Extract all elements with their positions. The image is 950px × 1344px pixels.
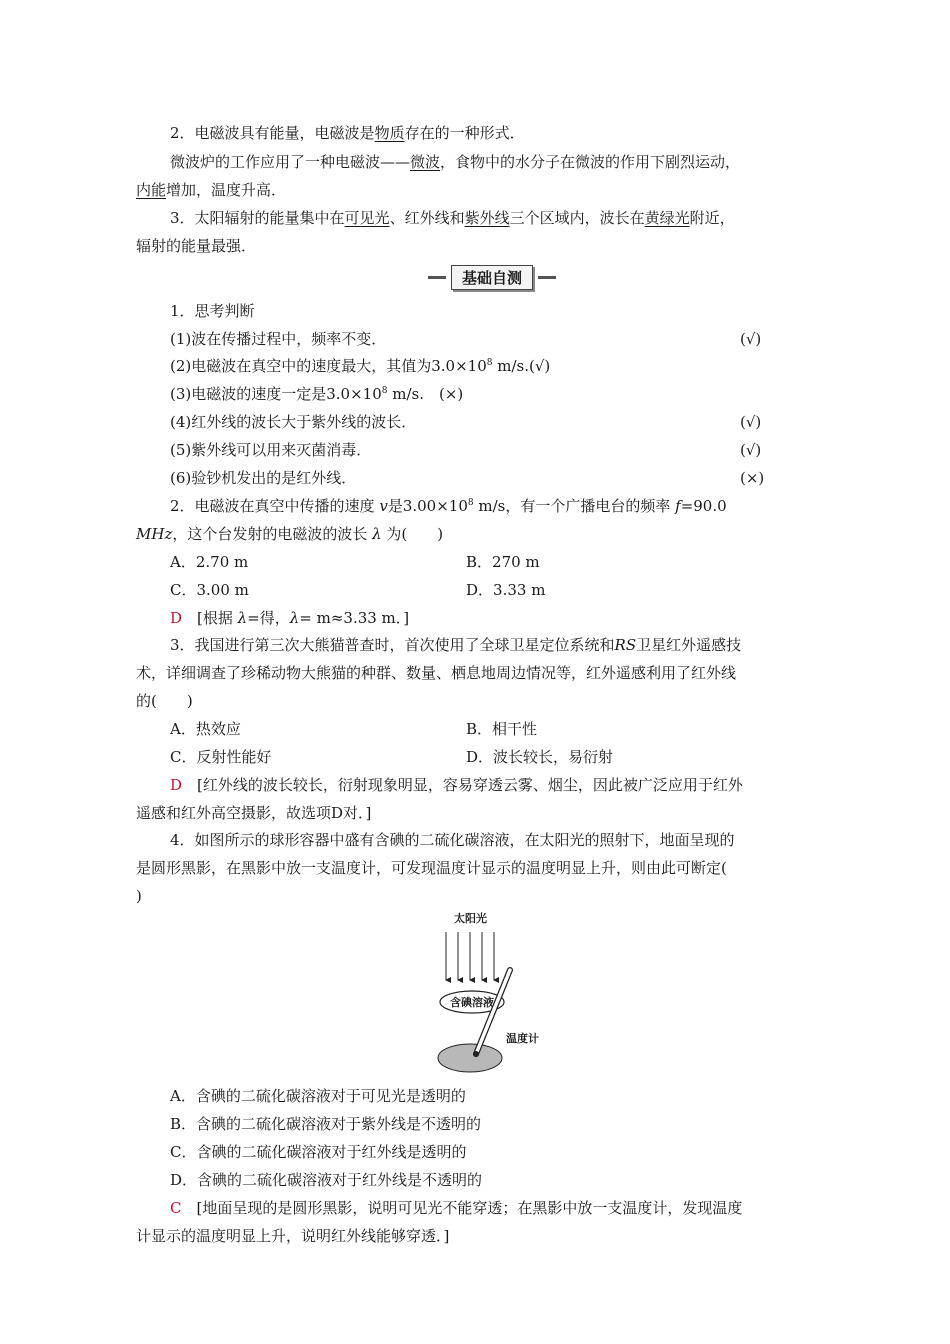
text: [根据 — [182, 609, 238, 627]
symbol: λ — [237, 609, 248, 627]
q4-option-c: C．含碘的二硫化碳溶液对于红外线是透明的 — [170, 1143, 467, 1161]
intro-p2-line3 — [136, 179, 816, 201]
text: 是3.00×10 — [387, 497, 468, 515]
symbol: f — [675, 497, 681, 515]
answer-letter: D — [170, 609, 183, 627]
text: [红外线的波长较长，衍射现象明显，容易穿透云雾、烟尘，因此被广泛应用于红外 — [182, 776, 743, 794]
q4-answer-line2: 计显示的温度明显上升，说明红外线能够穿透．] — [136, 1227, 450, 1245]
thermometer — [473, 970, 510, 1057]
q2-option-b: B．270 m — [466, 553, 540, 571]
text: = m≈3.33 m．] — [299, 609, 410, 627]
light-rays — [446, 932, 494, 980]
text: 微波炉的工作应用了一种电磁波—— — [170, 153, 411, 171]
text: 为( ) — [381, 525, 444, 543]
exponent: 8 — [467, 498, 474, 508]
text: m/s，有一个广播电台的频率 — [473, 497, 676, 515]
text: m/s. (×) — [387, 385, 464, 403]
text: [地面呈现的是圆形黑影，说明可见光不能穿透；在黑影中放一支温度计，发现温度 — [181, 1199, 743, 1217]
symbol: λ — [372, 525, 382, 543]
symbol: RS — [614, 636, 637, 654]
text: 卫星红外遥感技 — [636, 636, 742, 654]
underlined-term: 内能 — [136, 181, 167, 199]
symbol: λ — [289, 609, 300, 627]
q4-line2: 是圆形黑影，在黑影中放一支温度计，可发现温度计显示的温度明显上升，则由此可断定( — [136, 859, 727, 877]
text: ，这个台发射的电磁波的波长 — [172, 525, 373, 543]
text: =得， — [247, 609, 290, 627]
q3-option-d: D．波长较长，易衍射 — [466, 748, 614, 766]
text: 附近， — [689, 209, 735, 227]
q2-line2 — [136, 523, 816, 545]
text: 3．我国进行第三次大熊猫普查时，首次使用了全球卫星定位系统和 — [170, 636, 615, 654]
intro-p3-line1 — [170, 207, 816, 229]
unit: MHz — [136, 525, 173, 543]
underlined-term: 黄绿光 — [644, 209, 690, 227]
q3-line2: 术，详细调查了珍稀动物大熊猫的种群、数量、栖息地周边情况等，红外遥感利用了红外线 — [136, 664, 737, 682]
q1-mark-6: (×) — [740, 469, 765, 487]
intro-p3-line2 — [136, 235, 816, 257]
intro-p2-line1 — [170, 122, 816, 144]
q4-line3: ) — [136, 887, 142, 905]
q1-statement-1: (1)波在传播过程中，频率不变． — [170, 330, 387, 348]
sunlight-figure — [430, 908, 560, 1078]
text: 、红外线和 — [389, 209, 465, 227]
text: 2．电磁波在真空中传播的速度 — [170, 497, 380, 515]
q1-statement-3 — [170, 383, 816, 405]
text: 电磁波具有能量，电磁波是 — [194, 124, 375, 142]
exponent: 8 — [486, 358, 493, 368]
exponent: 8 — [381, 386, 388, 396]
intro-p2-line2 — [170, 151, 816, 173]
q3-line1 — [170, 634, 816, 656]
answer-letter: D — [170, 776, 183, 794]
q1-title: 1．思考判断 — [170, 302, 255, 320]
thermometer-label: 温度计 — [506, 1032, 539, 1045]
q2-option-c: C．3.00 m — [170, 581, 249, 599]
q2-option-a: A．2.70 m — [170, 553, 249, 571]
text: 3．太阳辐射的能量集中在 — [170, 209, 345, 227]
q3-line3: 的( ) — [136, 692, 193, 710]
text: =90.0 — [680, 497, 727, 515]
q4-option-a: A．含碘的二硫化碳溶液对于可见光是透明的 — [170, 1087, 466, 1105]
text: (2)电磁波在真空中的速度最大，其值为3.0×10 — [170, 357, 487, 375]
text: 2． — [170, 124, 195, 142]
q2-answer — [170, 607, 816, 629]
q1-mark-5: (√) — [740, 441, 762, 459]
q3-answer-line2: 遥感和红外高空摄影，故选项D对．] — [136, 804, 372, 822]
decor-bar — [538, 276, 556, 279]
underlined-term: 紫外线 — [464, 209, 510, 227]
q1-mark-1: (√) — [740, 330, 762, 348]
symbol: v — [379, 497, 388, 515]
q1-statement-2 — [170, 355, 816, 377]
q1-statement-5: (5)紫外线可以用来灭菌消毒． — [170, 441, 372, 459]
underlined-term: 微波 — [410, 153, 441, 171]
q1-statement-4: (4)红外线的波长大于紫外线的波长． — [170, 413, 417, 431]
underlined-term: 物质 — [374, 124, 405, 142]
q1-statement-6: (6)验钞机发出的是红外线． — [170, 469, 357, 487]
q3-answer-line1 — [170, 774, 816, 796]
shadow-ellipse — [438, 1044, 502, 1072]
text: 增加，温度升高． — [166, 181, 287, 199]
q3-option-b: B．相干性 — [466, 720, 538, 738]
text: m/s.(√) — [492, 357, 551, 375]
figure-svg — [430, 908, 560, 1078]
q4-line1: 4．如图所示的球形容器中盛有含碘的二硫化碳溶液，在太阳光的照射下，地面呈现的 — [170, 831, 735, 849]
q4-option-b: B．含碘的二硫化碳溶液对于紫外线是不透明的 — [170, 1115, 482, 1133]
q3-option-a: A．热效应 — [170, 720, 241, 738]
text: ，食物中的水分子在微波的作用下剧烈运动， — [440, 153, 741, 171]
section-title: 基础自测 — [451, 265, 533, 290]
q4-option-d: D．含碘的二硫化碳溶液对于红外线是不透明的 — [170, 1171, 483, 1189]
q4-answer-line1 — [170, 1197, 816, 1219]
text: 辐射的能量最强． — [136, 237, 257, 255]
text: 存在的一种形式． — [404, 124, 525, 142]
q1-mark-4: (√) — [740, 413, 762, 431]
q2-line1 — [170, 495, 816, 517]
thermometer-bulb — [473, 1051, 479, 1057]
solution-label: 含碘溶液 — [450, 996, 494, 1009]
underlined-term: 可见光 — [344, 209, 390, 227]
text: 三个区域内，波长在 — [509, 209, 645, 227]
q3-option-c: C．反射性能好 — [170, 748, 272, 766]
section-header — [428, 264, 556, 290]
answer-letter: C — [170, 1199, 182, 1217]
decor-bar — [428, 276, 446, 279]
sunlight-label: 太阳光 — [454, 912, 487, 925]
q2-option-d: D．3.33 m — [466, 581, 546, 599]
text: (3)电磁波的速度一定是3.0×10 — [170, 385, 382, 403]
